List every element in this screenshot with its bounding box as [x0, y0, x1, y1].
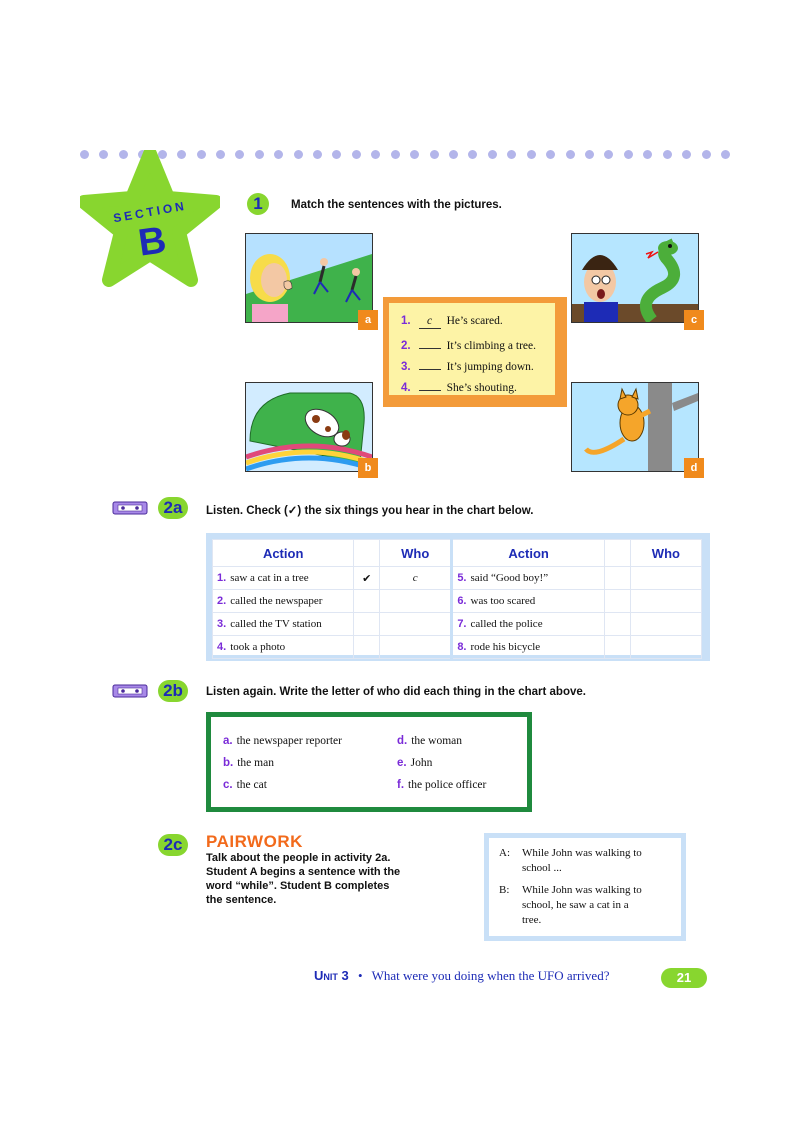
dialog-box	[484, 833, 686, 941]
listening-chart	[206, 533, 710, 661]
speaker-b: B:	[499, 884, 510, 896]
activity-2a-badge: 2a	[158, 497, 188, 519]
person-item: e. John	[397, 757, 433, 769]
table-row: 1. saw a cat in a tree ✔ c 5. said “Good boy!”	[213, 567, 702, 590]
activity-1-badge: 1	[247, 193, 269, 215]
sentence-4: 4. She’s shouting.	[401, 378, 517, 394]
check-cell[interactable]	[604, 613, 630, 636]
audio-tape-icon	[112, 500, 148, 516]
header-who: Who	[630, 540, 701, 567]
who-cell[interactable]	[630, 613, 701, 636]
people-list-box	[206, 712, 532, 812]
speaker-b-text: While John was walking to school, he saw a cat in a tree.	[522, 884, 642, 926]
person-item: c. the cat	[223, 779, 267, 791]
table-row: 3. called the TV station 7. called the police	[213, 613, 702, 636]
who-cell[interactable]	[630, 590, 701, 613]
audio-tape-icon	[112, 683, 148, 699]
who-cell[interactable]	[380, 636, 452, 659]
picture-c-label: c	[684, 310, 704, 330]
person-item: b. the man	[223, 757, 274, 769]
who-cell[interactable]	[630, 636, 701, 659]
header-action: Action	[452, 540, 605, 567]
activity-2c-badge: 2c	[158, 834, 188, 856]
sentences-box	[383, 297, 567, 407]
picture-a-girl-shouting	[245, 233, 373, 323]
activity-2b-instruction: Listen again. Write the letter of who did each thing in the chart above.	[206, 686, 586, 698]
table-row: 2. called the newspaper 6. was too scared	[213, 590, 702, 613]
chart-header-row	[213, 540, 702, 567]
picture-d-label: d	[684, 458, 704, 478]
footer-bullet: •	[357, 968, 363, 983]
check-cell[interactable]	[354, 590, 380, 613]
person-item: a. the newspaper reporter	[223, 735, 342, 747]
check-cell[interactable]: ✔	[354, 567, 380, 590]
answer-blank-4[interactable]	[419, 378, 441, 391]
picture-b-label: b	[358, 458, 378, 478]
unit-title: What were you doing when the UFO arrived?	[371, 968, 610, 983]
activity-2a-instruction: Listen. Check (✓) the six things you hear in the chart below.	[206, 505, 534, 517]
section-letter: B	[135, 219, 169, 265]
page-number: 21	[661, 968, 707, 988]
check-cell[interactable]	[604, 590, 630, 613]
answer-blank-2[interactable]	[419, 336, 441, 349]
header-action: Action	[213, 540, 354, 567]
activity-1-instruction: Match the sentences with the pictures.	[291, 199, 502, 211]
who-cell[interactable]	[630, 567, 701, 590]
picture-a-label: a	[358, 310, 378, 330]
activity-2b-badge: 2b	[158, 680, 188, 702]
answer-blank-1[interactable]: c	[419, 316, 441, 329]
sentence-3: 3. It’s jumping down.	[401, 357, 534, 373]
picture-b-dog-jumping	[245, 382, 373, 472]
picture-c-boy-and-snake	[571, 233, 699, 323]
pairwork-instructions: Talk about the people in activity 2a. Student A begins a sentence with the word “while”. Student B completes the sentence.	[206, 852, 401, 906]
answer-blank-3[interactable]	[419, 357, 441, 370]
speaker-a: A:	[499, 847, 510, 859]
person-item: d. the woman	[397, 735, 463, 747]
unit-label: Unit 3	[314, 968, 349, 983]
check-cell[interactable]	[354, 636, 380, 659]
sentence-2: 2. It’s climbing a tree.	[401, 336, 536, 352]
section-star-badge	[80, 150, 220, 290]
who-cell[interactable]: c	[380, 567, 452, 590]
person-item: f. the police officer	[397, 779, 487, 791]
check-cell[interactable]	[604, 567, 630, 590]
header-who: Who	[380, 540, 452, 567]
table-row: 4. took a photo 8. rode his bicycle	[213, 636, 702, 659]
who-cell[interactable]	[380, 590, 452, 613]
check-cell[interactable]	[354, 613, 380, 636]
pairwork-title: PAIRWORK	[206, 832, 303, 851]
speaker-a-text: While John was walking to school ...	[522, 847, 642, 874]
page-footer	[314, 968, 609, 984]
section-label: SECTION	[112, 198, 188, 226]
picture-d-cat-climbing	[571, 382, 699, 472]
who-cell[interactable]	[380, 613, 452, 636]
check-cell[interactable]	[604, 636, 630, 659]
sentence-1: 1. c He’s scared.	[401, 315, 503, 327]
